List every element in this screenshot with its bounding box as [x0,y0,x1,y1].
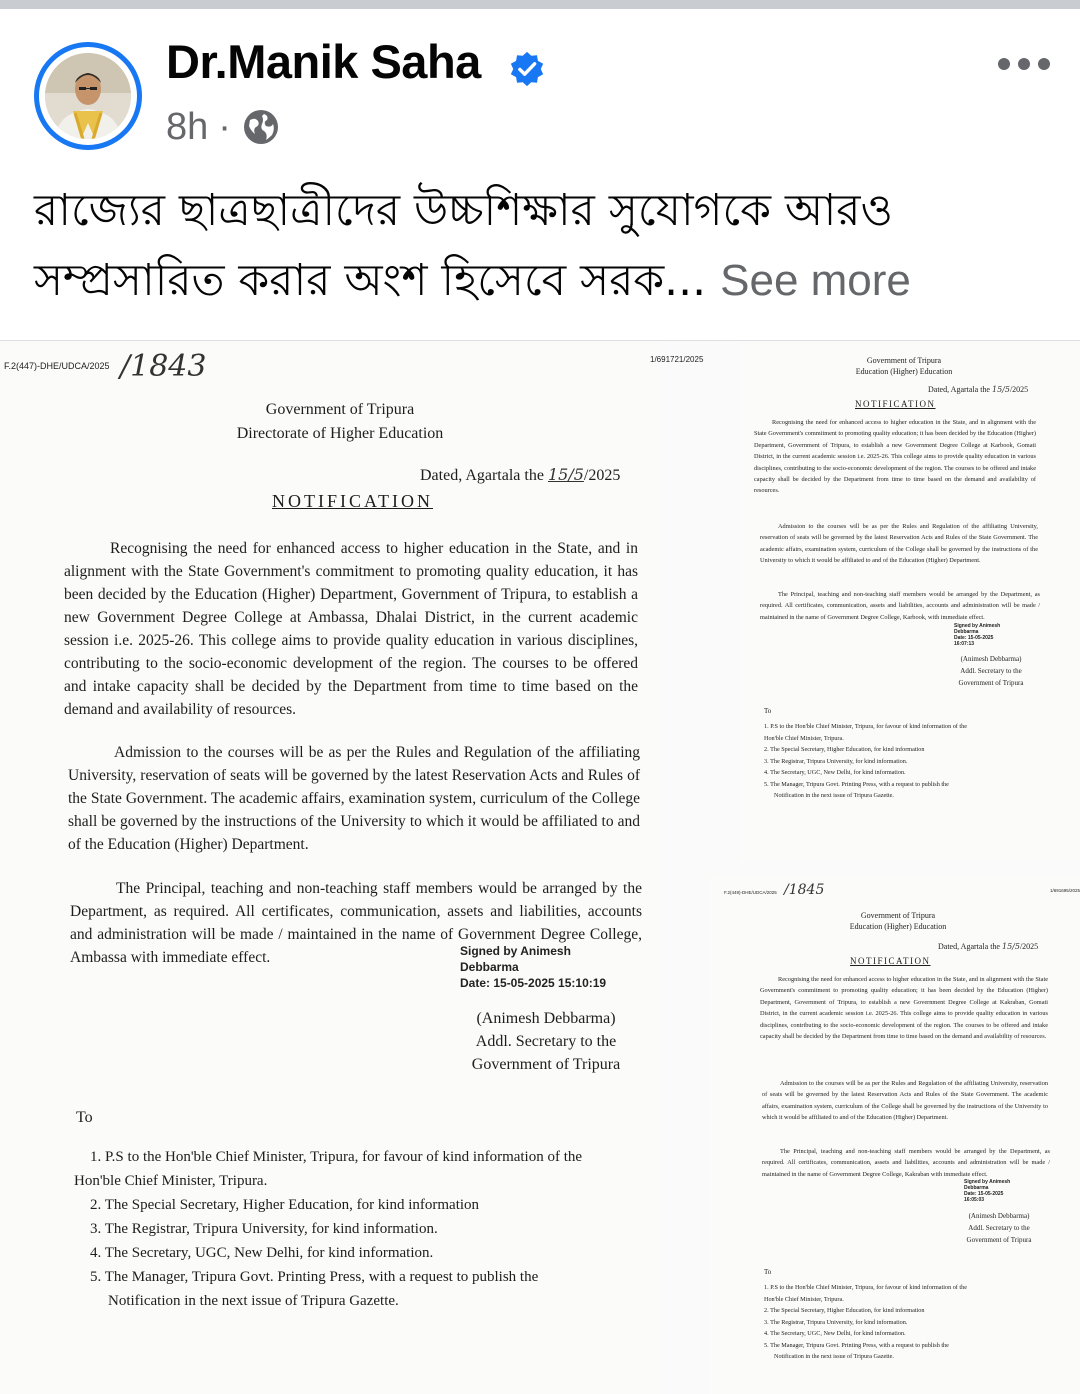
doc-paragraph-2: Admission to the courses will be as per the Rules and Regulation of the affiliating University, reservation of seats will be governed by the latest Reservation Acts and Rules of the State Government. The academic affairs, examination system, curriculum of the College shall be governed by the instructions of the University to which it would be affiliated to and of the Education (Higher) Department. [68,744,640,853]
recipient-2: 2. The Special Secretary, Higher Education, for kind information [90,1197,480,1213]
reference-number: F.2(447)-DHE/UDCA/2025 [4,361,110,371]
notification-karbook [740,341,1080,861]
recipient-1: 1. P.S to the Hon'ble Chief Minister, Tripura, for favour of kind information of the [764,723,967,730]
recipient-1: 1. P.S to the Hon'ble Chief Minister, Tripura, for favour of kind information of the [90,1149,583,1165]
doc-date [938,942,1038,951]
post-meta [166,104,281,150]
more-dot [1038,58,1050,70]
signatory-block [954,1210,1044,1246]
recipient-1-cont: Hon'ble Chief Minister, Tripura. [764,1295,844,1303]
more-dot [1018,58,1030,70]
signed-line-3: Date: 15-05-2025 16:05:03 [964,1191,1004,1203]
signed-line-2: Debbarma [460,960,519,974]
meta-separator: · [218,105,231,148]
dated-year: /2025 [1019,942,1039,951]
signatory-block [466,1007,626,1076]
signed-line-1: Signed by Animesh [460,944,571,958]
recipients-list [764,721,967,802]
doc-title: NOTIFICATION [855,399,936,409]
recipients-heading: To [76,1109,93,1126]
dated-year: /2025 [583,467,621,484]
recipient-2: 2. The Special Secretary, Higher Education, for kind information [764,746,925,753]
doc-header-government: Government of Tripura [860,911,936,920]
dated-prefix: Dated, Agartala the [938,942,1000,951]
recipient-1-cont: Hon'ble Chief Minister, Tripura. [764,734,844,742]
doc-date [420,465,620,485]
doc-paragraph-1: Recognising the need for enhanced access to higher education in the State, and in alignment with the State Government's commitment to promoting quality education; it has been decided by the Education (Higher) Department, Government of Tripura, to establish a new Government Degree College at Kakraban, Gomati District, in the current academic session i.e. 2025-26. This college aims to provide quality education in various disciplines, contributing to the socio-economic development of the region. The courses to be offered and intake capacity shall be decided by the Department from time to time based on the demand and availability of resources. [760,976,1048,1041]
recipient-1-cont: Hon'ble Chief Minister, Tripura. [74,1173,268,1189]
file-number: 1/691695/2025 [1050,888,1080,893]
doc-paragraph-3: The Principal, teaching and non-teaching staff members would be arranged by the Department, as required. All certificates, communication, assets and liabilities, accounts and administration will be made / maintained in the name of Government Degree College, Ambassa with immediate effect. [70,880,642,966]
recipient-2: 2. The Special Secretary, Higher Education, for kind information [764,1307,925,1314]
author-avatar[interactable] [34,42,142,150]
doc-paragraph-1: Recognising the need for enhanced access to higher education in the State, and in alignment with the State Government's commitment to promoting quality education, it has been decided by the Education (Higher) Department, Government of Tripura, to establish a new Government Degree College at Ambassa, Dhalai District, in the current academic session i.e. 2025-26. This college aims to provide quality education in various disciplines, contributing to the socio-economic development of the region. The courses to be offered and intake capacity shall be decided by the Department from time to time based on the demand and availability of resources. [64,540,638,718]
caption-line-1: রাজ্যের ছাত্রছাত্রীদের উচ্চশিক্ষার সুযোগকে আরও [34,185,893,236]
recipient-5-cont: Notification in the next issue of Tripura Gazette. [108,1293,399,1309]
dated-prefix: Dated, Agartala the [420,467,544,484]
signatory-designation-1: Addl. Secretary to the [968,1224,1030,1232]
doc-header-government: Government of Tripura [265,401,415,418]
handwritten-number: /1843 [120,349,207,384]
signatory-name: (Animesh Debbarma) [960,655,1022,663]
recipient-5: 5. The Manager, Tripura Govt. Printing Press, with a request to publish the [90,1269,539,1285]
recipients-list [764,1282,967,1363]
see-more-link[interactable]: See more [720,256,911,305]
digital-signature [954,623,1014,647]
digital-signature [460,943,640,991]
doc-paragraph-2: Admission to the courses will be as per the Rules and Regulation of the affiliating University, reservation of seats will be governed by the latest Reservation Acts and Rules of the State Government. The academic affairs, examination system, curriculum of the College shall be governed by the instructions of the University to which it would be affiliated to and of the Education (Higher) Department. [762,1080,1048,1122]
doc-paragraph-1: Recognising the need for enhanced access to higher education in the State, and in alignment with the State Government's commitment to promoting quality education; it has been decided by the Education (Higher) Department, Government of Tripura, to establish a new Government Degree College at Karbook, Gomati District, in the current academic session i.e. 2025-26. This college aims to provide quality education in various disciplines, contributing to the socio-economic development of the region. The courses to be offered and intake capacity shall be decided by the Department from time to time based on the demand and availability of resources. [754,419,1036,495]
signatory-designation-2: Government of Tripura [966,1236,1032,1244]
notification-ambassa [0,341,704,1394]
recipient-5-cont: Notification in the next issue of Tripura Gazette. [774,792,894,799]
recipient-3: 3. The Registrar, Tripura University, for kind information. [764,757,908,765]
signatory-designation-1: Addl. Secretary to the [960,667,1022,675]
more-options-icon[interactable] [994,48,1054,80]
number-text: 1843 [130,349,207,384]
doc-paragraph-3: The Principal, teaching and non-teaching staff members would be arranged by the Department, as required. All certificates, communication, assets and liabilities, accounts and administration will be made / maintained in the name of Government Degree College, Karbook, with immediate effect. [760,591,1040,621]
caption-line-2 [34,246,1054,316]
doc-title: NOTIFICATION [850,956,931,966]
doc-header-government: Government of Tripura [866,356,942,365]
signatory-name: (Animesh Debbarma) [476,1010,616,1027]
verified-badge-icon [508,50,546,88]
doc-date [928,385,1028,394]
recipient-5-cont: Notification in the next issue of Tripura Gazette. [774,1353,894,1360]
recipients-list [74,1145,644,1313]
doc-paragraph-3: The Principal, teaching and non-teaching staff members would be arranged by the Department, as required. All certificates, communication, assets and liabilities, accounts and administration will be made / maintained in the name of Government Degree College, Kakraban with immediate effect. [762,1148,1050,1178]
number-text: 1845 [788,882,825,898]
doc-header-department: Education (Higher) Education [849,922,947,931]
signatory-designation-2: Government of Tripura [958,679,1024,687]
dated-prefix: Dated, Agartala the [928,385,990,394]
top-divider [0,0,1080,9]
signatory-designation-1: Addl. Secretary to the [475,1033,617,1050]
handwritten-number: /1845 [784,882,825,898]
signed-line-1: Signed by Animesh [954,623,1001,629]
signed-line-3: Date: 15-05-2025 15:10:19 [460,976,607,990]
post-timestamp[interactable]: 8h [166,105,209,148]
doc-paragraph-2: Admission to the courses will be as per the Rules and Regulation of the affiliating University, reservation of seats will be governed by the latest Reservation Acts and Rules of the State Government. The academic affairs, examination system, curriculum of the College shall be governed by the instructions of the University to which it would be affiliated to and of the Education (Higher) Department. [760,523,1038,565]
post-caption [34,176,1054,316]
caption-line-2-text: সম্প্রসারিত করার অংশ হিসেবে সরক... [34,255,707,306]
dated-handwritten: 15/5 [547,465,584,484]
doc-title: NOTIFICATION [272,491,433,511]
signatory-block [946,653,1036,689]
avatar-portrait-icon [45,53,131,139]
recipient-4: 4. The Secretary, UGC, New Delhi, for kind information. [764,769,906,776]
recipient-5: 5. The Manager, Tripura Govt. Printing Press, with a request to publish the [764,1341,949,1349]
post-image[interactable] [0,340,1080,1394]
signed-line-2: Debbarma [954,629,979,635]
dated-handwritten: 15/5 [1001,942,1020,951]
signed-line-3: Date: 15-05-2025 16:07:13 [954,635,994,647]
doc-header-department: Education (Higher) Education [855,367,953,376]
dated-handwritten: 15/5 [991,385,1010,394]
file-number: 1/691721/2025 [650,355,704,364]
globe-icon[interactable] [241,107,281,147]
avatar [45,53,131,139]
signed-line-2: Debbarma [964,1185,989,1191]
recipient-4: 4. The Secretary, UGC, New Delhi, for kind information. [764,1330,906,1337]
signed-line-1: Signed by Animesh [964,1179,1011,1185]
signatory-name: (Animesh Debbarma) [968,1212,1030,1220]
reference-number: F.2(449)-DHE/UDCA/2025 [724,890,777,895]
dated-year: /2025 [1009,385,1029,394]
digital-signature [964,1179,1024,1203]
signatory-designation-2: Government of Tripura [471,1056,621,1073]
notification-kakraban [710,876,1080,1394]
doc-header-directorate: Directorate of Higher Education [236,425,444,442]
recipient-5: 5. The Manager, Tripura Govt. Printing Press, with a request to publish the [764,780,949,788]
recipients-heading: To [764,1268,772,1276]
more-dot [998,58,1010,70]
recipient-3: 3. The Registrar, Tripura University, for kind information. [764,1318,908,1326]
recipient-3: 3. The Registrar, Tripura University, for kind information. [90,1221,438,1237]
recipients-heading: To [764,707,772,715]
recipient-1: 1. P.S to the Hon'ble Chief Minister, Tripura, for favour of kind information of the [764,1284,967,1291]
author-name[interactable]: Dr.Manik Saha [166,35,481,88]
recipient-4: 4. The Secretary, UGC, New Delhi, for kind information. [90,1245,434,1261]
